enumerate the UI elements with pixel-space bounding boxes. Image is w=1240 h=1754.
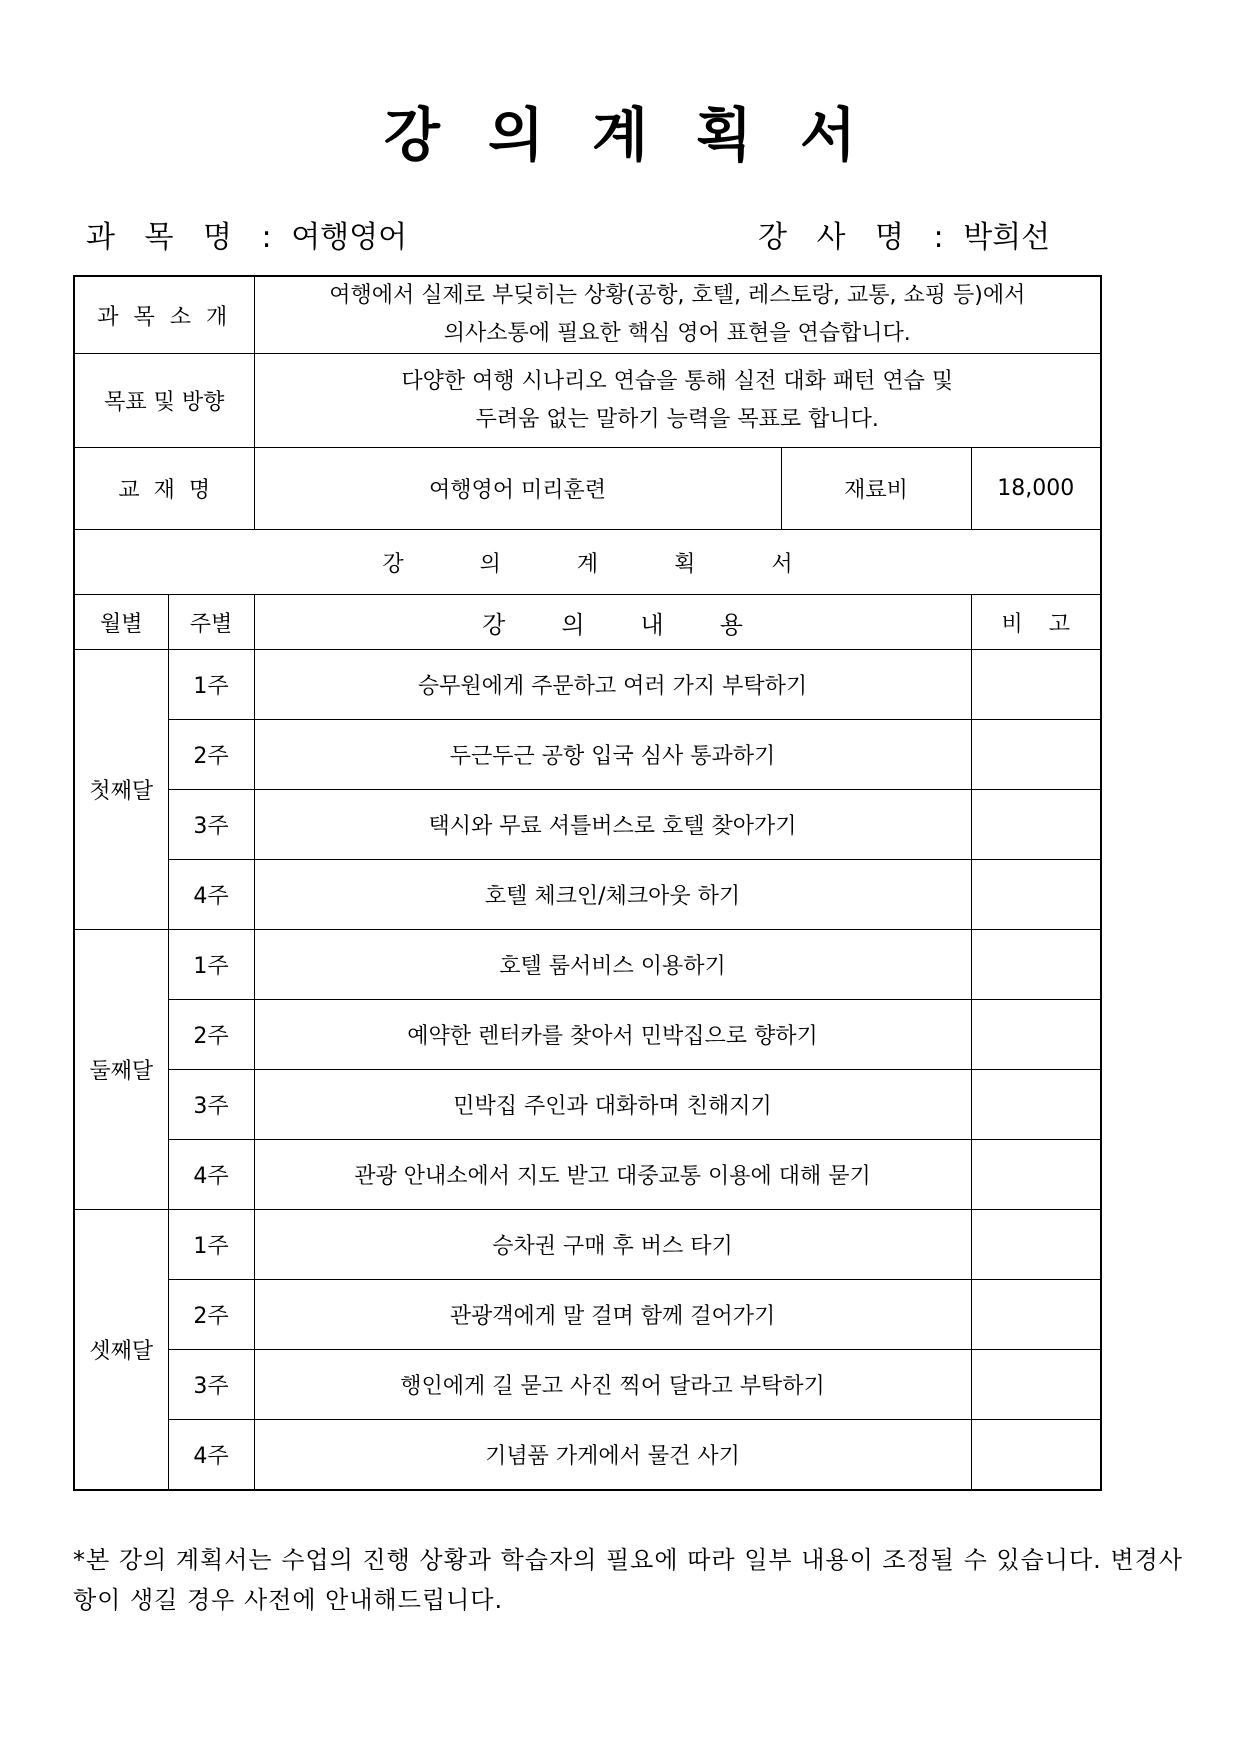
goal-line-2: 두려움 없는 말하기 능력을 목표로 합니다. (475, 406, 879, 432)
plan-title (74, 530, 1101, 595)
week-label: 4주 (168, 1140, 254, 1210)
week-content: 관광객에게 말 걸며 함께 걸어가기 (254, 1280, 971, 1350)
week-content: 호텔 룸서비스 이용하기 (254, 930, 971, 1000)
document-title (0, 88, 1240, 172)
week-content: 행인에게 길 묻고 사진 찍어 달라고 부탁하기 (254, 1350, 971, 1420)
column-note-char: 고 (1048, 611, 1071, 637)
week-label: 1주 (168, 650, 254, 720)
table-row (74, 1350, 1101, 1420)
week-content: 승차권 구매 후 버스 타기 (254, 1210, 971, 1280)
column-content (254, 595, 971, 650)
week-note (971, 1000, 1101, 1070)
column-content-char: 용 (719, 610, 743, 639)
week-note (971, 860, 1101, 930)
week-content: 예약한 렌터카를 찾아서 민박집으로 향하기 (254, 1000, 971, 1070)
week-content: 승무원에게 주문하고 여러 가지 부탁하기 (254, 650, 971, 720)
week-note (971, 1140, 1101, 1210)
week-note (971, 930, 1101, 1000)
week-content: 두근두근 공항 입국 심사 통과하기 (254, 720, 971, 790)
plan-title-char: 획 (674, 551, 696, 577)
table-row (74, 1070, 1101, 1140)
week-label: 1주 (168, 930, 254, 1000)
table-row (74, 720, 1101, 790)
intro-line-2: 의사소통에 필요한 핵심 영어 표현을 연습합니다. (443, 321, 911, 346)
subject-label: 과 목 명 : (86, 220, 282, 255)
week-content: 민박집 주인과 대화하며 친해지기 (254, 1070, 971, 1140)
week-label: 2주 (168, 1280, 254, 1350)
plan-title-char: 계 (576, 551, 599, 577)
table-row (74, 930, 1101, 1000)
table-row (74, 1280, 1101, 1350)
plan-title-char: 강 (382, 551, 404, 577)
week-label: 4주 (168, 1420, 254, 1490)
instructor-value: 박희선 (963, 220, 1051, 255)
week-note (971, 1420, 1101, 1490)
week-label: 2주 (168, 1000, 254, 1070)
column-note-char: 비 (1001, 611, 1023, 637)
table-row (74, 860, 1101, 930)
title-char: 강 (383, 101, 440, 169)
column-content-char: 강 (482, 610, 506, 639)
instructor-label: 강 사 명 : (758, 220, 954, 255)
week-content: 기념품 가게에서 물건 사기 (254, 1420, 971, 1490)
table-row (74, 790, 1101, 860)
textbook-row (74, 448, 1101, 530)
table-row (74, 1000, 1101, 1070)
goal-row (74, 354, 1101, 448)
table-row (74, 1420, 1101, 1490)
week-label: 2주 (168, 720, 254, 790)
week-note (971, 1280, 1101, 1350)
week-content: 택시와 무료 셔틀버스로 호텔 찾아가기 (254, 790, 971, 860)
month-label: 첫째달 (74, 650, 168, 930)
title-char: 계 (591, 101, 649, 169)
week-label: 4주 (168, 860, 254, 930)
fee-label: 재료비 (781, 448, 971, 530)
table-row (74, 650, 1101, 720)
column-month: 월별 (74, 595, 168, 650)
week-note (971, 1070, 1101, 1140)
subject-value: 여행영어 (291, 220, 408, 255)
week-note (971, 1350, 1101, 1420)
week-label: 3주 (168, 1350, 254, 1420)
week-label: 3주 (168, 1070, 254, 1140)
title-char: 서 (800, 101, 857, 169)
fee-value: 18,000 (971, 448, 1101, 530)
week-content: 호텔 체크인/체크아웃 하기 (254, 860, 971, 930)
title-char: 의 (487, 101, 544, 169)
instructor-line (758, 212, 1050, 256)
week-note (971, 720, 1101, 790)
column-week: 주별 (168, 595, 254, 650)
goal-label: 목표 및 방향 (74, 354, 254, 448)
plan-title-row (74, 530, 1101, 595)
week-content: 관광 안내소에서 지도 받고 대중교통 이용에 대해 묻기 (254, 1140, 971, 1210)
footnote: *본 강의 계획서는 수업의 진행 상황과 학습자의 필요에 따라 일부 내용이 조정될 수 있습니다. 변경사항이 생길 경우 사전에 안내해드립니다. (73, 1546, 1183, 1614)
column-content-char: 의 (561, 610, 585, 639)
goal-line-1: 다양한 여행 시나리오 연습을 통해 실전 대화 패턴 연습 및 (401, 368, 954, 394)
table-row (74, 1140, 1101, 1210)
intro-line-1: 여행에서 실제로 부딪히는 상황(공항, 호텔, 레스토랑, 교통, 쇼핑 등)에서 (329, 283, 1026, 308)
week-note (971, 650, 1101, 720)
week-label: 3주 (168, 790, 254, 860)
intro-label: 과 목 소 개 (74, 276, 254, 354)
textbook-label: 교 재 명 (74, 448, 254, 530)
lecture-plan-table (73, 275, 1102, 1491)
column-header-row (74, 595, 1101, 650)
week-note (971, 790, 1101, 860)
column-content-char: 내 (640, 610, 664, 639)
month-label: 셋째달 (74, 1210, 168, 1490)
month-label: 둘째달 (74, 930, 168, 1210)
plan-title-char: 의 (479, 551, 501, 577)
textbook-value: 여행영어 미리훈련 (254, 448, 781, 530)
intro-text (254, 276, 1101, 354)
column-note (971, 595, 1101, 650)
intro-row (74, 276, 1101, 354)
plan-title-char: 서 (771, 551, 793, 577)
subject-line (86, 212, 407, 256)
week-note (971, 1210, 1101, 1280)
table-row (74, 1210, 1101, 1280)
title-char: 획 (696, 101, 753, 169)
goal-text (254, 354, 1101, 448)
week-label: 1주 (168, 1210, 254, 1280)
